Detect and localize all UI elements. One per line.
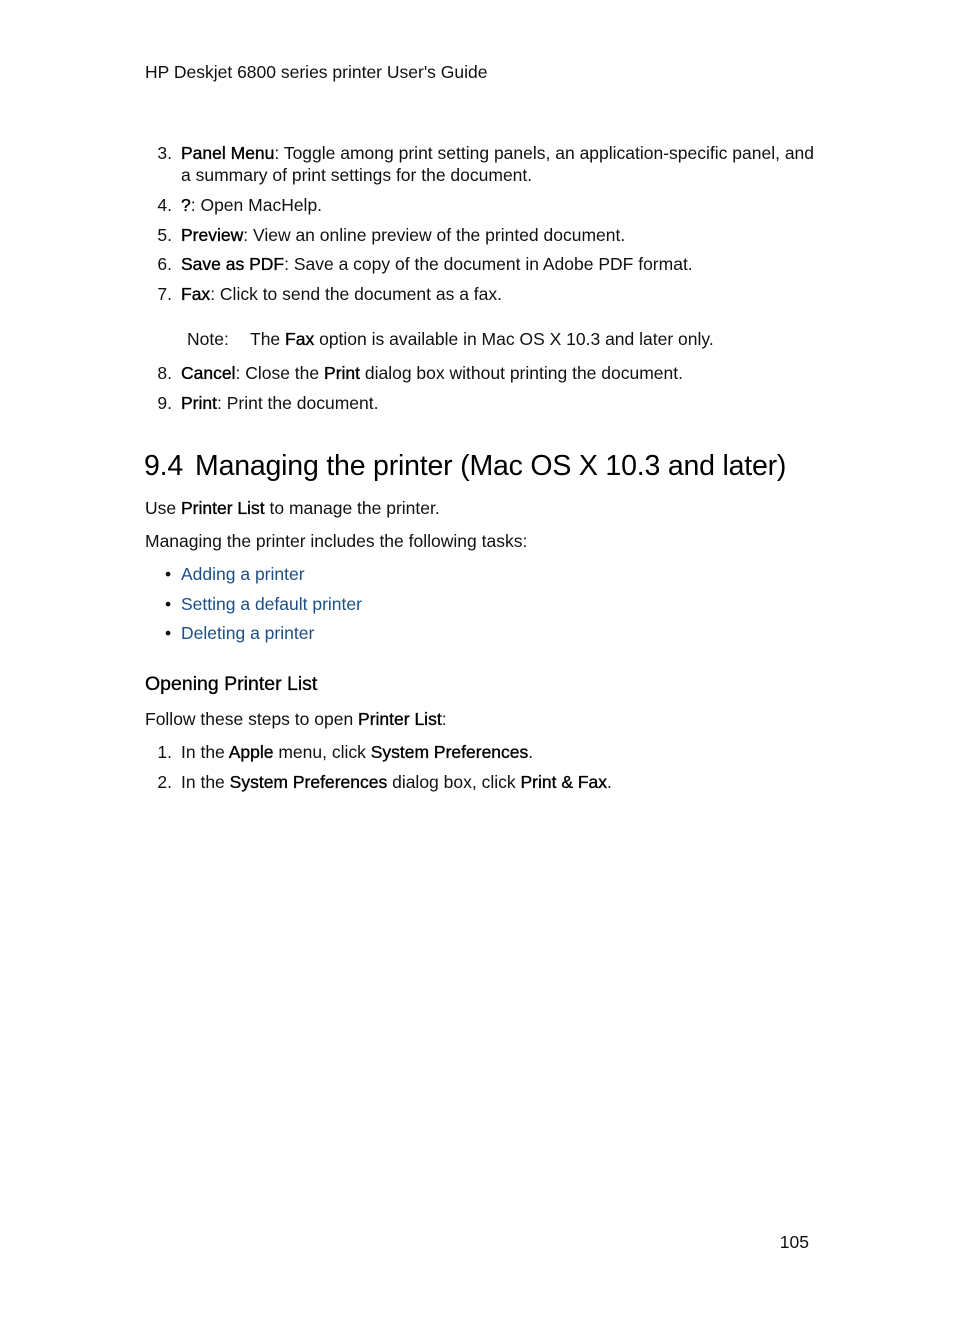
bullet: • xyxy=(165,564,172,584)
list-number: 7. xyxy=(157,283,172,304)
list-text: menu, click xyxy=(273,742,371,762)
bullet: • xyxy=(165,623,172,643)
list-text: . xyxy=(528,742,534,762)
term-help: ? xyxy=(181,195,191,215)
list-item xyxy=(165,593,362,623)
term-system-preferences: System Preferences xyxy=(229,771,388,792)
list-text: . xyxy=(607,771,612,792)
note xyxy=(187,328,714,350)
intro-text: : xyxy=(441,709,447,729)
list-item xyxy=(165,622,362,652)
dialog-options-list xyxy=(145,142,825,312)
section-number: 9.4 xyxy=(144,450,184,482)
task-links-list xyxy=(165,563,362,652)
list-text: dialog box, click xyxy=(387,771,521,792)
subsection-intro xyxy=(145,708,447,730)
list-item xyxy=(145,253,825,283)
list-text: : Toggle among print setting panels, an application-specific panel, and a summary of print settings for the document. xyxy=(181,143,815,185)
term-fax: Fax xyxy=(181,283,211,304)
list-text: : Click to send the document as a fax. xyxy=(210,283,503,304)
bullet: • xyxy=(165,593,172,614)
term-printer-list: Printer List xyxy=(358,709,442,729)
dialog-options-list-continued xyxy=(145,362,825,421)
section-heading xyxy=(144,450,786,483)
link-adding-a-printer[interactable]: Adding a printer xyxy=(181,564,305,584)
term-printer-list: Printer List xyxy=(180,498,265,518)
list-item xyxy=(145,362,825,392)
list-item xyxy=(145,224,825,254)
list-number: 6. xyxy=(157,254,172,274)
list-number: 5. xyxy=(157,224,172,245)
list-item xyxy=(145,142,825,194)
list-text: dialog box without printing the document. xyxy=(360,363,683,383)
list-item xyxy=(145,741,825,771)
list-text: : View an online preview of the printed document. xyxy=(243,224,626,245)
link-setting-default-printer[interactable]: Setting a default printer xyxy=(181,593,362,614)
term-system-preferences: System Preferences xyxy=(370,742,529,762)
list-text: In the xyxy=(181,742,229,762)
page-number: 105 xyxy=(779,1232,809,1252)
note-text-after: option is available in Mac OS X 10.3 and later only. xyxy=(314,329,714,349)
list-text: : Close the xyxy=(235,363,325,383)
term-save-as-pdf: Save as PDF xyxy=(181,254,285,274)
list-item xyxy=(145,283,825,313)
subsection-heading: Opening Printer List xyxy=(145,673,318,695)
steps-list xyxy=(145,741,825,800)
term-preview: Preview xyxy=(181,224,244,245)
link-deleting-a-printer[interactable]: Deleting a printer xyxy=(181,623,315,643)
running-header: HP Deskjet 6800 series printer User's Guide xyxy=(145,62,488,82)
list-number: 3. xyxy=(157,143,172,163)
list-number: 4. xyxy=(157,195,172,215)
list-item xyxy=(165,563,362,593)
list-number: 8. xyxy=(157,363,172,383)
list-item xyxy=(145,194,825,224)
list-number: 1. xyxy=(157,742,172,762)
list-text: In the xyxy=(181,771,230,792)
intro-text: Use xyxy=(145,498,181,518)
section-intro xyxy=(145,497,440,519)
term-apple: Apple xyxy=(228,742,274,762)
list-item xyxy=(145,392,825,422)
list-number: 2. xyxy=(157,771,172,792)
note-text-before: The xyxy=(250,329,286,349)
term-print: Print xyxy=(181,392,217,413)
intro-text: Follow these steps to open xyxy=(145,709,359,729)
term-print-dialog: Print xyxy=(324,363,360,383)
section-title: Managing the printer (Mac OS X 10.3 and later) xyxy=(195,450,787,482)
tasks-intro: Managing the printer includes the following tasks: xyxy=(145,531,528,551)
intro-text: to manage the printer. xyxy=(264,498,440,518)
list-text: : Print the document. xyxy=(216,392,379,413)
note-term: Fax xyxy=(285,329,315,349)
term-cancel: Cancel xyxy=(181,363,236,383)
list-text: : Save a copy of the document in Adobe PDF format. xyxy=(284,254,693,274)
list-text: : Open MacHelp. xyxy=(190,195,323,215)
list-number: 9. xyxy=(157,392,172,413)
term-panel-menu: Panel Menu xyxy=(181,143,275,163)
list-item xyxy=(145,771,825,801)
term-print-and-fax: Print & Fax xyxy=(520,771,608,792)
note-label: Note: xyxy=(187,329,229,349)
